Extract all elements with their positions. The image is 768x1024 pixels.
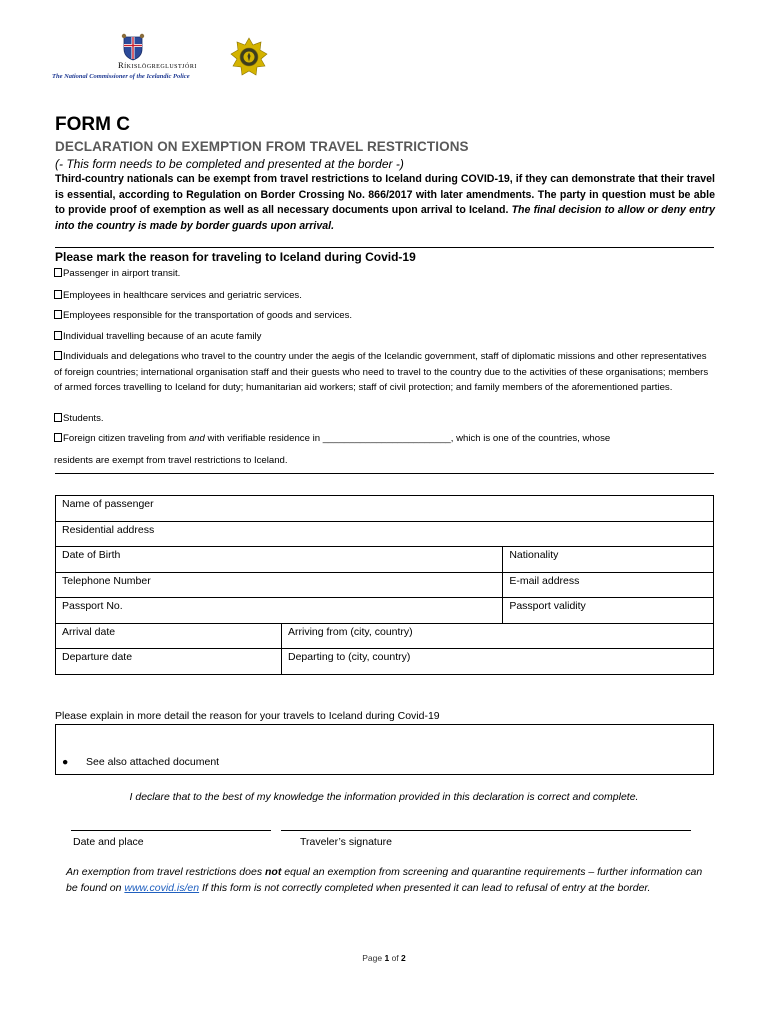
field-dob[interactable]: Date of Birth xyxy=(56,547,503,573)
footer-note-part3: If this form is not correctly completed when presented it can lead to refusal of entry at the border. xyxy=(202,881,651,894)
reason-family xyxy=(54,329,716,345)
intro-bold-text: Third-country nationals can be exempt from travel restrictions to Iceland during COVID-19, if they can demonstrate that their travel is essential, according to Regulation on Border Crossing No. 866/2017 with later amendments. The party in question must be able to provide proof of exemption as well as all necessary documents upon arrival to Iceland. xyxy=(55,173,715,216)
reason-transit xyxy=(54,266,716,282)
reason-transit-label: Passenger in airport transit. xyxy=(63,268,181,279)
page-current: 1 xyxy=(384,953,390,963)
field-departing-to[interactable]: Departing to (city, country) xyxy=(282,649,714,675)
section-divider-top xyxy=(55,247,714,248)
field-passport-no[interactable]: Passport No. xyxy=(56,598,503,624)
reason-students xyxy=(54,411,716,427)
declaration-title: DECLARATION ON EXEMPTION FROM TRAVEL RESTRICTIONS xyxy=(55,139,469,154)
covid-link[interactable]: www.covid.is/en xyxy=(124,881,200,894)
reason-foreign-part1: Foreign citizen traveling from xyxy=(63,433,187,444)
org-name: Ríkislögreglustjóri xyxy=(118,60,197,70)
field-passport-validity[interactable]: Passport validity xyxy=(503,598,714,624)
passenger-details-table xyxy=(55,495,714,675)
reason-foreign-citizen xyxy=(54,431,716,447)
footer-note xyxy=(66,865,716,896)
checkbox-delegations[interactable] xyxy=(54,351,62,360)
reason-healthcare xyxy=(54,288,716,304)
checkbox-transit[interactable] xyxy=(54,268,62,277)
field-phone[interactable]: Telephone Number xyxy=(56,572,503,598)
coat-of-arms-icon xyxy=(121,33,145,61)
date-place-label: Date and place xyxy=(73,836,144,848)
reason-goods xyxy=(54,308,716,324)
reason-delegations xyxy=(54,349,716,396)
field-name[interactable]: Name of passenger xyxy=(56,496,714,522)
reasons-title: Please mark the reason for traveling to Iceland during Covid-19 xyxy=(55,250,416,264)
checkbox-healthcare[interactable] xyxy=(54,290,62,299)
reason-foreign-part2: with verifiable residence in ________________________, which is one of the countries, whose xyxy=(207,433,611,444)
page-of: of xyxy=(391,953,399,963)
field-arrival-date[interactable]: Arrival date xyxy=(56,623,282,649)
field-departure-date[interactable]: Departure date xyxy=(56,649,282,675)
reason-family-label: Individual travelling because of an acute family xyxy=(63,331,262,342)
police-badge-icon xyxy=(230,37,268,79)
reason-students-label: Students. xyxy=(63,413,104,424)
intro-paragraph xyxy=(55,172,715,234)
reason-delegations-label: Individuals and delegations who travel to the country under the aegis of the Icelandic government, staff of diplomatic missions and other representatives of foreign countries; international organisation staff and their guests who need to travel to the country due to the activities of these organisations; members of armed forces travelling to Iceland for duty; humanitarian aid workers; staff of civil protection; and family members of the aforementioned parties. xyxy=(54,351,709,393)
field-address[interactable]: Residential address xyxy=(56,521,714,547)
footer-note-part1: An exemption from travel restrictions does xyxy=(66,866,263,878)
date-place-line[interactable] xyxy=(71,830,271,831)
signature-line[interactable] xyxy=(281,830,691,831)
signature-label: Traveler’s signature xyxy=(300,836,393,848)
org-subtitle: The National Commissioner of the Icelandic Police xyxy=(52,73,190,80)
bullet-icon: ● xyxy=(62,756,69,768)
checkbox-family[interactable] xyxy=(54,331,62,340)
reason-foreign-and: and xyxy=(188,433,205,444)
reason-foreign-continued: residents are exempt from travel restrictions to Iceland. xyxy=(54,455,288,466)
reason-goods-label: Employees responsible for the transportation of goods and services. xyxy=(63,310,353,321)
page-label: Page xyxy=(362,953,383,963)
explain-bullet-text: See also attached document xyxy=(86,756,220,768)
reason-healthcare-label: Employees in healthcare services and geriatric services. xyxy=(63,290,302,301)
page-number xyxy=(0,953,768,963)
field-arriving-from[interactable]: Arriving from (city, country) xyxy=(282,623,714,649)
footer-note-part2: equal an exemption from screening and quarantine requirements – further information can be found on xyxy=(66,866,703,894)
field-email[interactable]: E-mail address xyxy=(503,572,714,598)
declaration-statement: I declare that to the best of my knowledge the information provided in this declaration is correct and complete. xyxy=(129,791,639,803)
form-title: FORM C xyxy=(55,114,130,135)
field-nationality[interactable]: Nationality xyxy=(503,547,714,573)
explain-label: Please explain in more detail the reason for your travels to Iceland during Covid-19 xyxy=(55,710,440,722)
checkbox-foreign-citizen[interactable] xyxy=(54,433,62,442)
intro-italic-text: The final decision to allow or deny entry into the country is made by border guards upon arrival. xyxy=(55,204,716,232)
border-note: (- This form needs to be completed and presented at the border -) xyxy=(55,157,404,171)
footer-note-bold: not xyxy=(265,866,282,878)
checkbox-goods[interactable] xyxy=(54,310,62,319)
section-divider-bottom xyxy=(55,473,714,474)
checkbox-students[interactable] xyxy=(54,413,62,422)
page-total: 2 xyxy=(401,953,406,963)
